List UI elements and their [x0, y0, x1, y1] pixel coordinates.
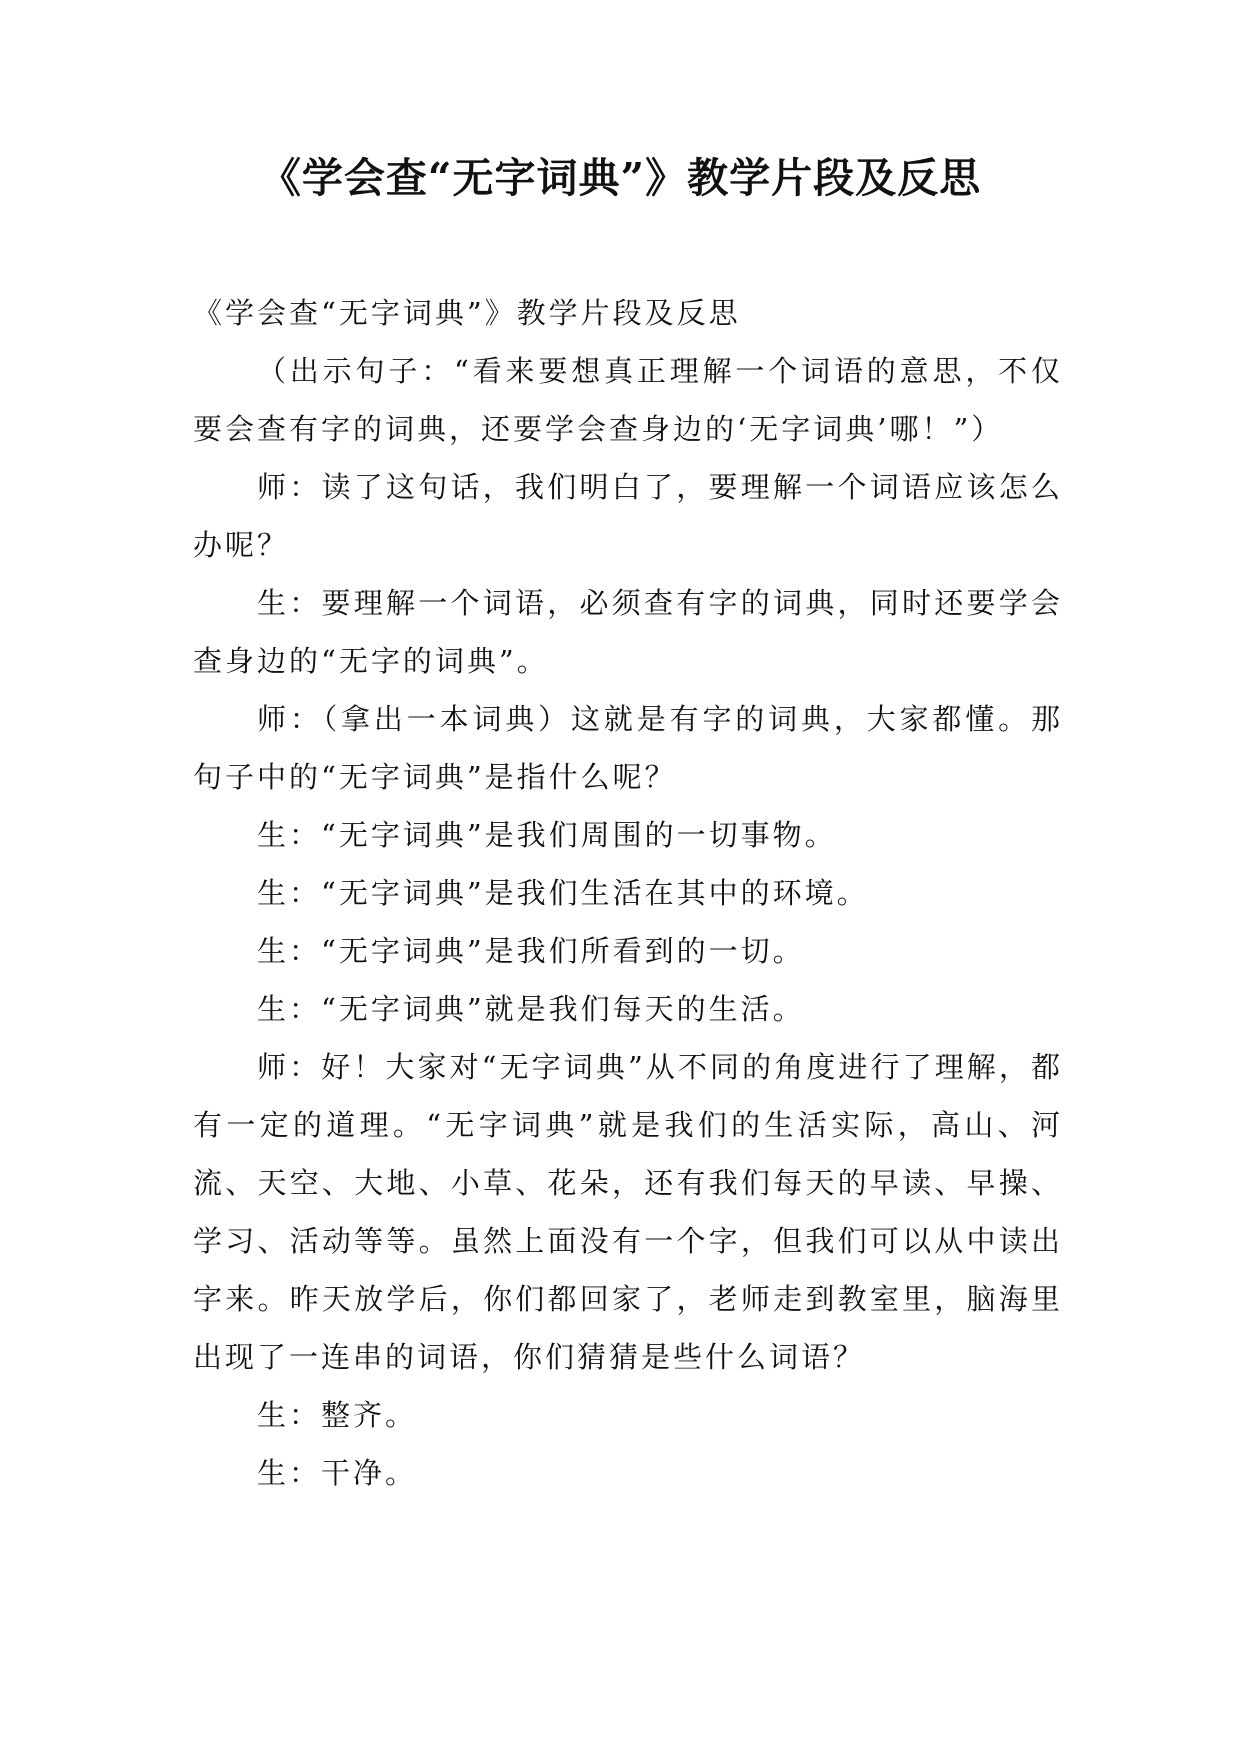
paragraph-sentence-shown: （出示句子：“看来要想真正理解一个词语的意思，不仅要会查有字的词典，还要学会查身边的‘无字词典’哪！”） [193, 354, 1063, 446]
paragraph-student-answer: 生：“无字词典”是我们所看到的一切。 [257, 934, 805, 968]
paragraph-student-answer: 生：整齐。 [257, 1398, 418, 1432]
document-title: 《学会查“无字词典”》教学片段及反思 [259, 154, 982, 202]
paragraph-teacher-dictionary: 师：（拿出一本词典）这就是有字的词典，大家都懂。那句子中的“无字词典”是指什么呢？ [193, 702, 1063, 794]
paragraph-teacher-question: 师：读了这句话，我们明白了，要理解一个词语应该怎么办呢？ [193, 470, 1063, 562]
paragraph-student-answer: 生：“无字词典”就是我们每天的生活。 [257, 992, 805, 1026]
paragraph-student-answer: 生：要理解一个词语，必须查有字的词典，同时还要学会查身边的“无字的词典”。 [193, 586, 1063, 678]
document-body [193, 284, 1063, 1502]
paragraph-teacher-explanation: 师：好！大家对“无字词典”从不同的角度进行了理解，都有一定的道理。“无字词典”就是我们的生活实际，高山、河流、天空、大地、小草、花朵，还有我们每天的早读、早操、学习、活动等等。虽然上面没有一个字，但我们可以从中读出字来。昨天放学后，你们都回家了，老师走到教室里，脑海里出现了一连串的词语，你们猜猜是些什么词语？ [193, 1050, 1063, 1374]
paragraph-heading: 《学会查“无字词典”》教学片段及反思 [193, 296, 741, 330]
paragraph-student-answer: 生：“无字词典”是我们周围的一切事物。 [257, 818, 837, 852]
paragraph-student-answer: 生：“无字词典”是我们生活在其中的环境。 [257, 876, 869, 910]
paragraph-student-answer: 生：干净。 [257, 1456, 418, 1490]
